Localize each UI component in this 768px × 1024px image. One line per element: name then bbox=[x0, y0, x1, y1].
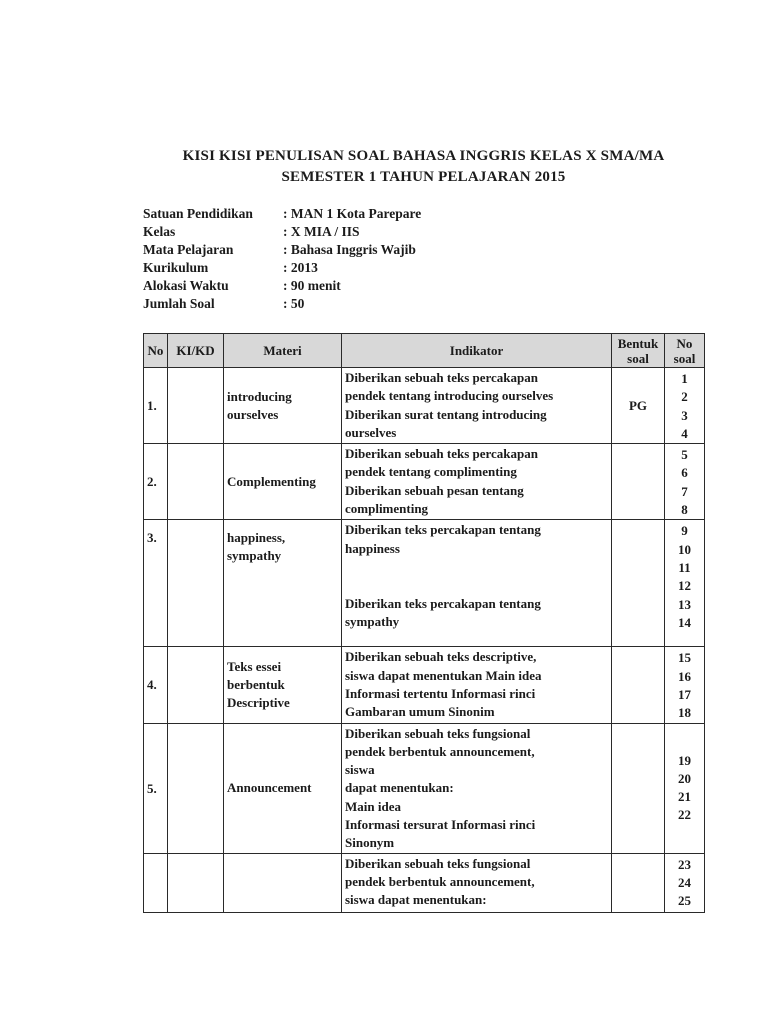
text-line: complimenting bbox=[345, 501, 429, 517]
indikator-paragraph-1 bbox=[345, 521, 609, 558]
text-line: 8 bbox=[681, 502, 688, 518]
cell-materi bbox=[224, 723, 342, 853]
text-line: pendek berbentuk announcement, bbox=[345, 743, 535, 759]
text-line: 14 bbox=[678, 614, 691, 630]
meta-label: Satuan Pendidikan bbox=[143, 206, 253, 221]
text-line: 22 bbox=[678, 807, 691, 823]
cell-materi bbox=[224, 444, 342, 520]
text-line: Announcement bbox=[227, 780, 312, 796]
text-line: 23 bbox=[678, 856, 691, 872]
cell-no: 3. bbox=[144, 520, 168, 647]
text-line: Informasi tersurat Informasi rinci bbox=[345, 817, 536, 833]
text-line: Informasi tertentu Informasi rinci bbox=[345, 685, 536, 701]
meta-row-kurikulum bbox=[143, 259, 704, 277]
indikator-paragraph-2 bbox=[345, 595, 609, 632]
text-line: Diberikan sebuah pesan tentang bbox=[345, 482, 524, 498]
meta-label: Kelas bbox=[143, 224, 176, 239]
text-line: 10 bbox=[678, 541, 691, 557]
text-line: Main idea bbox=[345, 798, 401, 814]
header-kikd: KI/KD bbox=[168, 334, 224, 368]
table-row bbox=[144, 444, 705, 520]
meta-label: Jumlah Soal bbox=[143, 296, 215, 311]
cell-materi bbox=[224, 368, 342, 444]
title-line-2: SEMESTER 1 TAHUN PELAJARAN 2015 bbox=[281, 169, 566, 185]
cell-materi bbox=[224, 853, 342, 912]
text-line: Sinonym bbox=[345, 835, 395, 851]
table-header-row bbox=[144, 334, 705, 368]
text-line: 20 bbox=[678, 770, 691, 786]
cell-no-soal bbox=[665, 368, 705, 444]
text-line: 21 bbox=[678, 789, 691, 805]
cell-no-soal bbox=[665, 723, 705, 853]
meta-label: Alokasi Waktu bbox=[143, 278, 229, 293]
meta-label: Kurikulum bbox=[143, 260, 209, 275]
table-row bbox=[144, 723, 705, 853]
cell-no: 5. bbox=[144, 723, 168, 853]
cell-no-soal bbox=[665, 647, 705, 723]
meta-value: : 90 menit bbox=[283, 278, 341, 293]
cell-indikator bbox=[342, 368, 612, 444]
text-line: pendek tentang introducing ourselves bbox=[345, 388, 554, 404]
text-line: 18 bbox=[678, 705, 691, 721]
cell-kikd bbox=[168, 647, 224, 723]
text-line: happiness bbox=[345, 540, 400, 556]
text-line: pendek tentang complimenting bbox=[345, 464, 517, 480]
text-line: 5 bbox=[681, 447, 688, 463]
text-line: 9 bbox=[681, 523, 688, 539]
text-line: Gambaran umum Sinonim bbox=[345, 704, 495, 720]
text-line: Diberikan teks percakapan tentang bbox=[345, 522, 541, 538]
meta-row-mata-pelajaran bbox=[143, 241, 704, 259]
meta-value: : 2013 bbox=[283, 260, 318, 275]
text-line: Diberikan sebuah teks fungsional bbox=[345, 725, 531, 741]
cell-no-soal bbox=[665, 444, 705, 520]
meta-value: : 50 bbox=[283, 296, 305, 311]
text-line: Teks essei bbox=[227, 658, 282, 674]
title-line-1: KISI KISI PENULISAN SOAL BAHASA INGGRIS KELAS X SMA/MA bbox=[182, 148, 665, 164]
document-title bbox=[143, 146, 704, 188]
header-indikator: Indikator bbox=[342, 334, 612, 368]
text-line: happiness, bbox=[227, 530, 286, 546]
paragraph-spacer bbox=[345, 558, 609, 595]
text-line: berbentuk bbox=[227, 676, 285, 692]
header-bentuk-soal: Bentuk soal bbox=[612, 334, 665, 368]
cell-materi bbox=[224, 520, 342, 647]
text-line: 25 bbox=[678, 893, 691, 909]
meta-row-satuan-pendidikan bbox=[143, 205, 704, 223]
cell-no-soal bbox=[665, 520, 705, 647]
cell-bentuk-soal bbox=[612, 520, 665, 647]
text-line: Diberikan sebuah teks percakapan bbox=[345, 446, 538, 462]
cell-bentuk-soal bbox=[612, 444, 665, 520]
text-line: 1 bbox=[681, 371, 688, 386]
cell-indikator bbox=[342, 444, 612, 520]
cell-bentuk-soal bbox=[612, 647, 665, 723]
text-line: 16 bbox=[678, 668, 691, 684]
text-line: Diberikan sebuah teks percakapan bbox=[345, 370, 538, 385]
header-no: No bbox=[144, 334, 168, 368]
text-line: 12 bbox=[678, 578, 691, 594]
text-line: ourselves bbox=[227, 406, 279, 422]
cell-indikator bbox=[342, 853, 612, 912]
text-line: 19 bbox=[678, 752, 691, 768]
text-line: 11 bbox=[678, 559, 691, 575]
text-line: siswa dapat menentukan: bbox=[345, 892, 487, 908]
text-line: sympathy bbox=[227, 548, 282, 564]
text-line: 13 bbox=[678, 596, 691, 612]
text-line: Diberikan sebuah teks fungsional bbox=[345, 855, 531, 871]
text-line: Diberikan surat tentang introducing bbox=[345, 406, 547, 422]
text-line: siswa bbox=[345, 762, 375, 778]
cell-bentuk-soal bbox=[612, 723, 665, 853]
text-line: 15 bbox=[678, 650, 691, 666]
cell-kikd bbox=[168, 723, 224, 853]
cell-materi bbox=[224, 647, 342, 723]
text-line: introducing bbox=[227, 388, 292, 404]
text-line: sympathy bbox=[345, 614, 400, 630]
meta-row-jumlah-soal bbox=[143, 295, 704, 313]
text-line: Diberikan teks percakapan tentang bbox=[345, 595, 541, 611]
text-line: 4 bbox=[681, 425, 688, 441]
text-line: siswa dapat menentukan Main idea bbox=[345, 667, 542, 683]
cell-no-soal bbox=[665, 853, 705, 912]
meta-row-kelas bbox=[143, 223, 704, 241]
text-line: dapat menentukan: bbox=[345, 780, 454, 796]
text-line: pendek berbentuk announcement, bbox=[345, 873, 535, 889]
cell-bentuk-soal bbox=[612, 853, 665, 912]
table-row bbox=[144, 368, 705, 444]
meta-row-alokasi-waktu bbox=[143, 277, 704, 295]
table-row bbox=[144, 853, 705, 912]
kisi-kisi-table bbox=[143, 333, 705, 913]
text-line: 2 bbox=[681, 389, 688, 405]
cell-no: 2. bbox=[144, 444, 168, 520]
cell-no: 4. bbox=[144, 647, 168, 723]
table-row bbox=[144, 520, 705, 647]
text-line: Complementing bbox=[227, 473, 316, 489]
cell-bentuk-soal: PG bbox=[612, 368, 665, 444]
text-line: ourselves bbox=[345, 424, 397, 440]
text-line: Diberikan sebuah teks descriptive, bbox=[345, 649, 537, 665]
cell-indikator bbox=[342, 647, 612, 723]
text-line: 24 bbox=[678, 874, 691, 890]
text-line: 3 bbox=[681, 407, 688, 423]
header-materi: Materi bbox=[224, 334, 342, 368]
cell-kikd bbox=[168, 520, 224, 647]
cell-indikator bbox=[342, 520, 612, 647]
metadata-block bbox=[143, 205, 704, 313]
meta-value: : Bahasa Inggris Wajib bbox=[283, 242, 416, 257]
meta-value: : MAN 1 Kota Parepare bbox=[283, 206, 422, 221]
text-line: Descriptive bbox=[227, 694, 290, 710]
cell-no: 1. bbox=[144, 368, 168, 444]
cell-indikator bbox=[342, 723, 612, 853]
cell-kikd bbox=[168, 368, 224, 444]
text-line: 7 bbox=[681, 483, 688, 499]
meta-label: Mata Pelajaran bbox=[143, 242, 234, 257]
text-line: 6 bbox=[681, 465, 688, 481]
cell-no bbox=[144, 853, 168, 912]
cell-kikd bbox=[168, 444, 224, 520]
cell-kikd bbox=[168, 853, 224, 912]
text-line: 17 bbox=[678, 686, 691, 702]
meta-value: : X MIA / IIS bbox=[283, 224, 360, 239]
table-row bbox=[144, 647, 705, 723]
header-no-soal: No soal bbox=[665, 334, 705, 368]
